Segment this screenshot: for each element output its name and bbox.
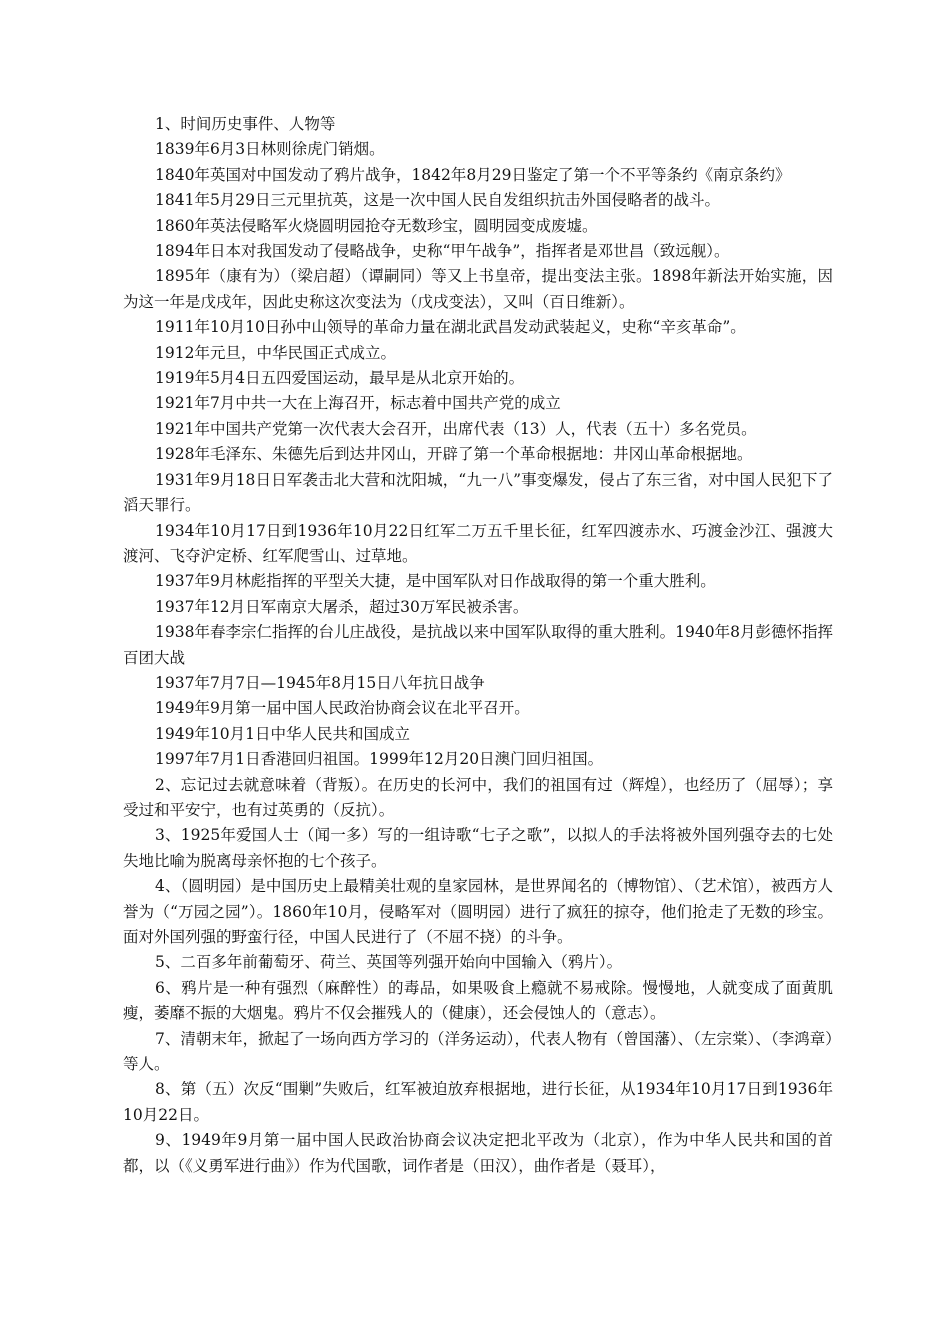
paragraph: 1938年春李宗仁指挥的台儿庄战役，是抗战以来中国军队取得的重大胜利。1940年8月彭德怀指挥百团大战 <box>123 623 833 667</box>
paragraph: 1841年5月29日三元里抗英，这是一次中国人民自发组织抗击外国侵略者的战斗。 <box>155 191 721 210</box>
paragraph: 6、鸦片是一种有强烈（麻醉性）的毒品，如果吸食上瘾就不易戒除。慢慢地，人就变成了面黄肌瘦，萎靡不振的大烟鬼。鸦片不仅会摧残人的（健康），还会侵蚀人的（意志）。 <box>123 978 833 1023</box>
paragraph: 7、清朝末年，掀起了一场向西方学习的（洋务运动），代表人物有（曾国藩）、（左宗棠）、（李鸿章）等人。 <box>123 1029 833 1074</box>
paragraph: 1912年元旦，中华民国正式成立。 <box>155 343 396 362</box>
paragraph: 1894年日本对我国发动了侵略战争，史称“甲午战争”，指挥者是邓世昌（致远舰）。 <box>155 242 730 261</box>
paragraph: 2、忘记过去就意味着（背叛）。在历史的长河中，我们的祖国有过（辉煌），也经历了（屈辱）；享受过和平安宁，也有过英勇的（反抗）。 <box>123 775 833 819</box>
paragraph: 1937年12月日军南京大屠杀，超过30万军民被杀害。 <box>155 597 529 616</box>
paragraph: 1937年9月林彪指挥的平型关大捷，是中国军队对日作战取得的第一个重大胜利。 <box>155 572 716 591</box>
paragraph: 1934年10月17日到1936年10月22日红军二万五千里长征，红军四渡赤水、巧渡金沙江、强渡大渡河、飞夺沪定桥、红军爬雪山、过草地。 <box>123 521 833 565</box>
paragraph: 1928年毛泽东、朱德先后到达井冈山，开辟了第一个革命根据地：井冈山革命根据地。 <box>155 445 753 464</box>
paragraph: 1949年9月第一届中国人民政治协商会议在北平召开。 <box>155 699 530 718</box>
paragraph: 1860年英法侵略军火烧圆明园抢夺无数珍宝，圆明园变成废墟。 <box>155 216 598 235</box>
paragraph: 1937年7月7日—1945年8月15日八年抗日战争 <box>155 673 485 692</box>
paragraph: 1895年（康有为）（梁启超）（谭嗣同）等又上书皇帝，提出变法主张。1898年新法开始实施，因为这一年是戊戌年，因此史称这次变法为（戊戌变法），又叫（百日维新）。 <box>123 267 833 311</box>
paragraph: 1911年10月10日孙中山领导的革命力量在湖北武昌发动武装起义，史称“辛亥革命”。 <box>155 318 746 337</box>
paragraph: 1949年10月1日中华人民共和国成立 <box>155 724 411 743</box>
paragraph: 4、（圆明园）是中国历史上最精美壮观的皇家园林，是世界闻名的（博物馆）、（艺术馆），被西方人誉为（“万园之园”）。1860年10月，侵略军对（圆明园）进行了疯狂的掠夺，他们抢走了无数的珍宝。面对外国列强的野蛮行径，中国人民进行了（不屈不挠）的斗争。 <box>123 877 833 946</box>
paragraph: 9、1949年9月第一届中国人民政治协商会议决定把北平改为（北京），作为中华人民共和国的首都，以（《义勇军进行曲》）作为代国歌，词作者是（田汉），曲作者是（聂耳）， <box>123 1131 833 1175</box>
paragraph: 1840年英国对中国发动了鸦片战争，1842年8月29日鉴定了第一个不平等条约《南京条约》 <box>155 165 791 184</box>
paragraph: 1839年6月3日林则徐虎门销烟。 <box>155 140 385 159</box>
paragraph: 1919年5月4日五四爱国运动，最早是从北京开始的。 <box>155 369 525 388</box>
paragraph: 1、时间历史事件、人物等 <box>155 115 336 133</box>
paragraph: 5、二百多年前葡萄牙、荷兰、英国等列强开始向中国输入（鸦片）。 <box>155 953 623 972</box>
paragraph: 1921年中国共产党第一次代表大会召开，出席代表（13）人，代表（五十）多名党员。 <box>155 419 757 438</box>
document-body <box>123 112 833 1179</box>
paragraph: 3、1925年爱国人士（闻一多）写的一组诗歌“七子之歌”，以拟人的手法将被外国列强夺去的七处失地比喻为脱离母亲怀抱的七个孩子。 <box>123 826 833 870</box>
paragraph: 1997年7月1日香港回归祖国。1999年12月20日澳门回归祖国。 <box>155 750 604 769</box>
paragraph: 8、第（五）次反“围剿”失败后，红军被迫放弃根据地，进行长征，从1934年10月17日到1936年10月22日。 <box>123 1080 833 1124</box>
paragraph: 1921年7月中共一大在上海召开，标志着中国共产党的成立 <box>155 394 561 413</box>
paragraph: 1931年9月18日日军袭击北大营和沈阳城，“九一八”事变爆发，侵占了东三省，对中国人民犯下了滔天罪行。 <box>123 470 833 515</box>
